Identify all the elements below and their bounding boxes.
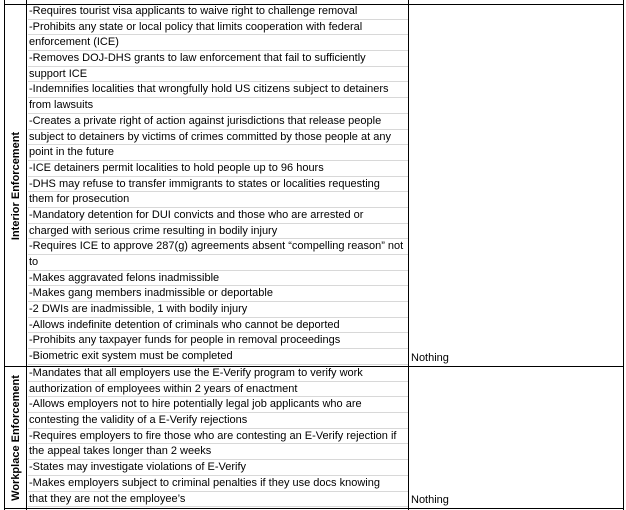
table-line: -Biometric exit system must be completed — [28, 349, 408, 365]
table-line: -Mandatory detention for DUI convicts and those who are arrested or — [28, 208, 408, 224]
table-line: -Requires ICE to approve 287(g) agreements absent “compelling reason” not — [28, 239, 408, 255]
table-line: -Makes employers subject to criminal penalties if they use docs knowing — [28, 476, 408, 492]
table-line: -Allows indefinite detention of criminals who cannot be deported — [28, 318, 408, 334]
table-line: -States may investigate violations of E-Verify — [28, 460, 408, 476]
section-lines-workplace — [28, 366, 408, 507]
table-line: -Makes gang members inadmissible or deportable — [28, 286, 408, 302]
table-line: subject to detainers by victims of crimes committed by those people at any — [28, 130, 408, 146]
table-line: from lawsuits — [28, 98, 408, 114]
section-lines-interior — [28, 4, 408, 365]
table-line: -Requires tourist visa applicants to waive right to challenge removal — [28, 4, 408, 20]
table-line: contesting the validity of a E-Verify rejections — [28, 413, 408, 429]
table-line: -DHS may refuse to transfer immigrants to states or localities requesting — [28, 177, 408, 193]
table-border-right — [623, 0, 624, 510]
table-line: -Prohibits any taxpayer funds for people in removal proceedings — [28, 333, 408, 349]
section-label-workplace: Workplace Enforcement — [9, 374, 22, 501]
table-line: -Requires employers to fire those who are contesting an E-Verify rejection if — [28, 429, 408, 445]
section-label-cell-interior — [4, 5, 27, 366]
table-line: point in the future — [28, 145, 408, 161]
table-line: -ICE detainers permit localities to hold people up to 96 hours — [28, 161, 408, 177]
table-line: the appeal takes longer than 2 weeks — [28, 444, 408, 460]
table-line: -Prohibits any state or local policy that limits cooperation with federal — [28, 20, 408, 36]
table-line: to — [28, 255, 408, 271]
table-line: -Allows employers not to hire potentially legal job applicants who are — [28, 397, 408, 413]
table-line: authorization of employees within 2 years of enactment — [28, 382, 408, 398]
section-label-cell-workplace — [4, 367, 27, 508]
table-line: charged with serious crime resulting in bodily injury — [28, 224, 408, 240]
table-line: support ICE — [28, 67, 408, 83]
table-line: -Makes aggravated felons inadmissible — [28, 271, 408, 287]
table-line: that they are not the employee’s — [28, 492, 408, 508]
right-cell-interior: Nothing — [411, 352, 449, 364]
table-line: -Removes DOJ-DHS grants to law enforcement that fail to sufficiently — [28, 51, 408, 67]
table-border-bottom — [4, 508, 624, 509]
table-line: -Mandates that all employers use the E-Verify program to verify work — [28, 366, 408, 382]
right-cell-workplace: Nothing — [411, 494, 449, 506]
column-divider-content — [408, 0, 409, 510]
table-line: -Indemnifies localities that wrongfully hold US citizens subject to detainers — [28, 82, 408, 98]
table-line: -Creates a private right of action against jurisdictions that release people — [28, 114, 408, 130]
table-line: them for prosecution — [28, 192, 408, 208]
section-label-interior: Interior Enforcement — [9, 131, 22, 240]
table-line: enforcement (ICE) — [28, 35, 408, 51]
table-line: -2 DWIs are inadmissible, 1 with bodily injury — [28, 302, 408, 318]
